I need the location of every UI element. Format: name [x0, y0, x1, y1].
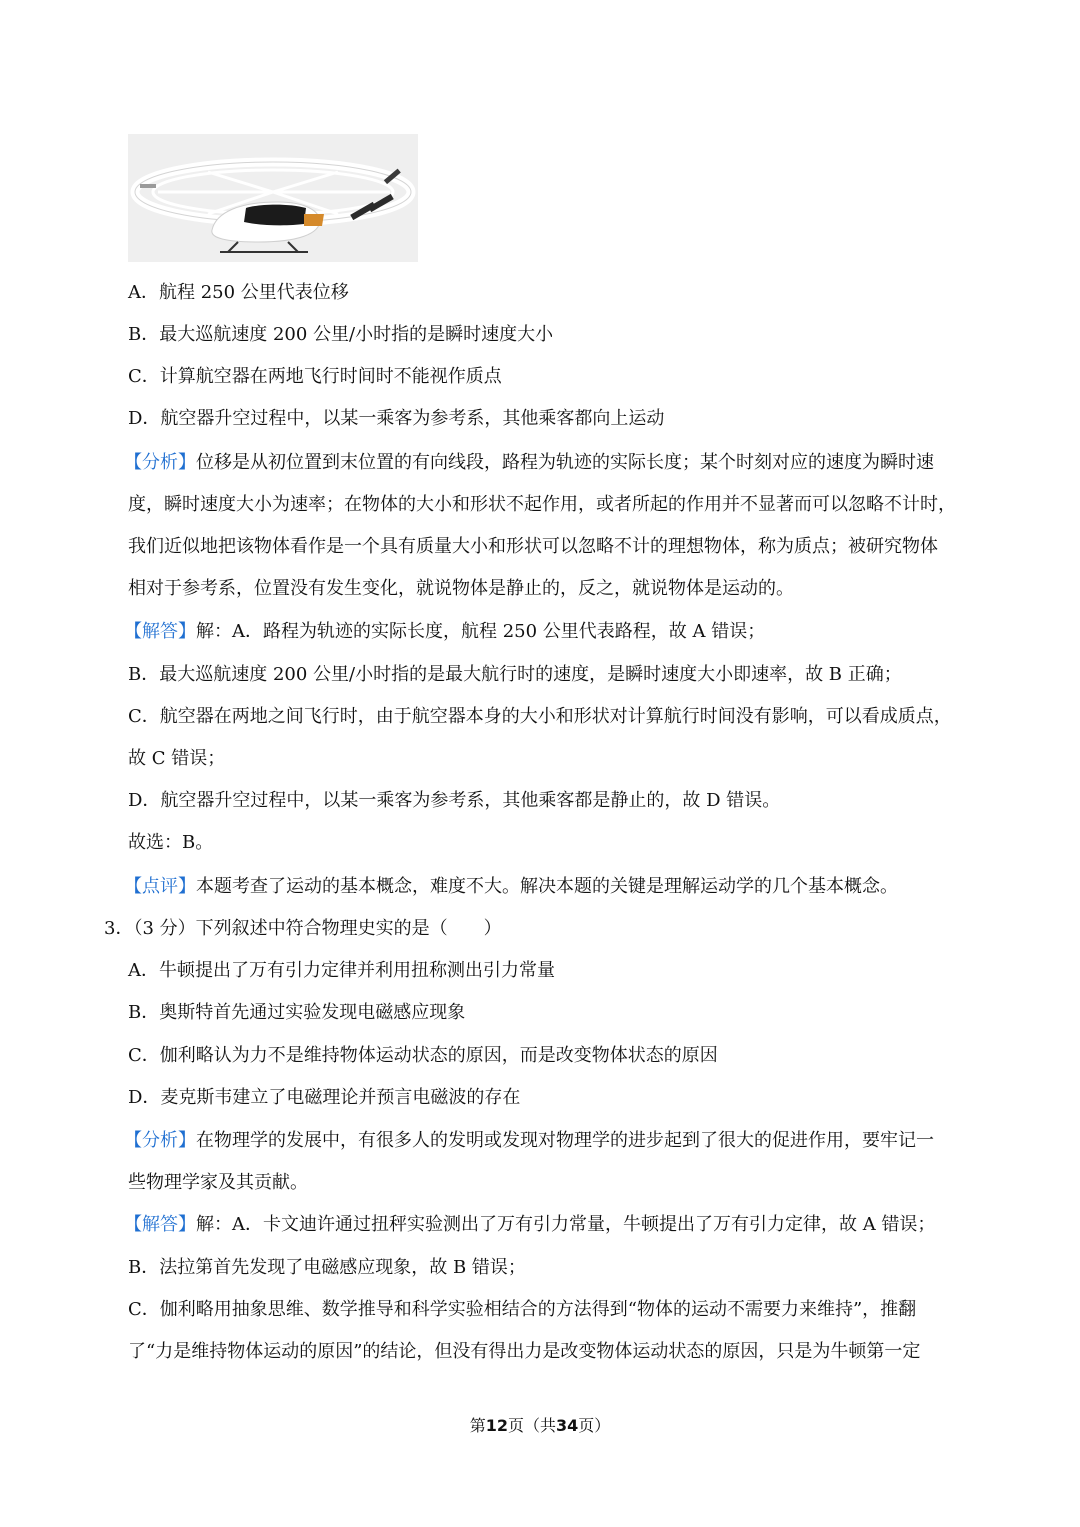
solution-tag: 【解答】	[124, 621, 196, 642]
q3-solution-line-2: B．法拉第首先发现了电磁感应现象，故 B 错误；	[128, 1257, 526, 1278]
analysis-tag: 【分析】	[124, 1130, 196, 1151]
aircraft-photo	[128, 134, 418, 262]
q2-solution-line-3: C．航空器在两地之间飞行时，由于航空器本身的大小和形状对计算航行时间没有影响，可以看成质点，	[128, 706, 952, 727]
q2-option-a: A．航程 250 公里代表位移	[128, 282, 349, 303]
q3-analysis-line-1: 【分析】在物理学的发展中，有很多人的发明或发现对物理学的进步起到了很大的促进作用，要牢记一	[124, 1130, 934, 1151]
q2-solution-line-1: 【解答】解：A．路程为轨迹的实际长度，航程 250 公里代表路程，故 A 错误；	[124, 621, 766, 642]
q3-solution-line-4: 了“力是维持物体运动的原因”的结论，但没有得出力是改变物体运动状态的原因，只是为牛顿第一定	[128, 1341, 921, 1362]
q3-option-d: D．麦克斯韦建立了电磁理论并预言电磁波的存在	[128, 1087, 521, 1108]
q2-option-d: D．航空器升空过程中，以某一乘客为参考系，其他乘客都向上运动	[128, 408, 665, 429]
q2-analysis-line-3: 我们近似地把该物体看作是一个具有质量大小和形状可以忽略不计的理想物体，称为质点；被研究物体	[128, 536, 938, 557]
q3-solution-line-1: 【解答】解：A．卡文迪许通过扭秤实验测出了万有引力常量，牛顿提出了万有引力定律，故 A 错误；	[124, 1214, 936, 1235]
q3-option-a: A．牛顿提出了万有引力定律并利用扭称测出引力常量	[128, 960, 555, 981]
q3-stem: 3．（3 分）下列叙述中符合物理史实的是（ ）	[104, 918, 502, 939]
q2-comment: 【点评】本题考查了运动的基本概念，难度不大。解决本题的关键是理解运动学的几个基本概念。	[124, 876, 898, 897]
q3-option-b: B．奥斯特首先通过实验发现电磁感应现象	[128, 1002, 466, 1023]
q2-option-c: C．计算航空器在两地飞行时间时不能视作质点	[128, 366, 502, 387]
q2-solution-line-5: D．航空器升空过程中，以某一乘客为参考系，其他乘客都是静止的，故 D 错误。	[128, 790, 781, 811]
q2-analysis-line-2: 度，瞬时速度大小为速率；在物体的大小和形状不起作用，或者所起的作用并不显著而可以忽略不计时，	[128, 494, 956, 515]
q3-analysis-line-2: 些物理学家及其贡献。	[128, 1172, 308, 1193]
q2-option-b: B．最大巡航速度 200 公里/小时指的是瞬时速度大小	[128, 324, 554, 345]
q2-solution-line-6: 故选：B。	[128, 832, 214, 853]
q2-analysis-line-1: 【分析】位移是从初位置到末位置的有向线段，路程为轨迹的实际长度；某个时刻对应的速度为瞬时速	[124, 452, 934, 473]
analysis-tag: 【分析】	[124, 452, 196, 473]
q3-solution-line-3: C．伽利略用抽象思维、数学推导和科学实验相结合的方法得到“物体的运动不需要力来维持”，推翻	[128, 1299, 917, 1320]
q3-option-c: C．伽利略认为力不是维持物体运动状态的原因，而是改变物体状态的原因	[128, 1045, 718, 1066]
comment-tag: 【点评】	[124, 876, 196, 897]
q2-analysis-line-4: 相对于参考系，位置没有发生变化，就说物体是静止的，反之，就说物体是运动的。	[128, 578, 794, 599]
page-total: 34	[556, 1416, 579, 1435]
page-number: 12	[485, 1416, 508, 1435]
page-footer: 第12页（共34页）	[469, 1416, 611, 1435]
solution-tag: 【解答】	[124, 1214, 196, 1235]
q2-solution-line-4: 故 C 错误；	[128, 748, 226, 769]
q2-solution-line-2: B．最大巡航速度 200 公里/小时指的是最大航行时的速度，是瞬时速度大小即速率，故 B 正确；	[128, 664, 902, 685]
